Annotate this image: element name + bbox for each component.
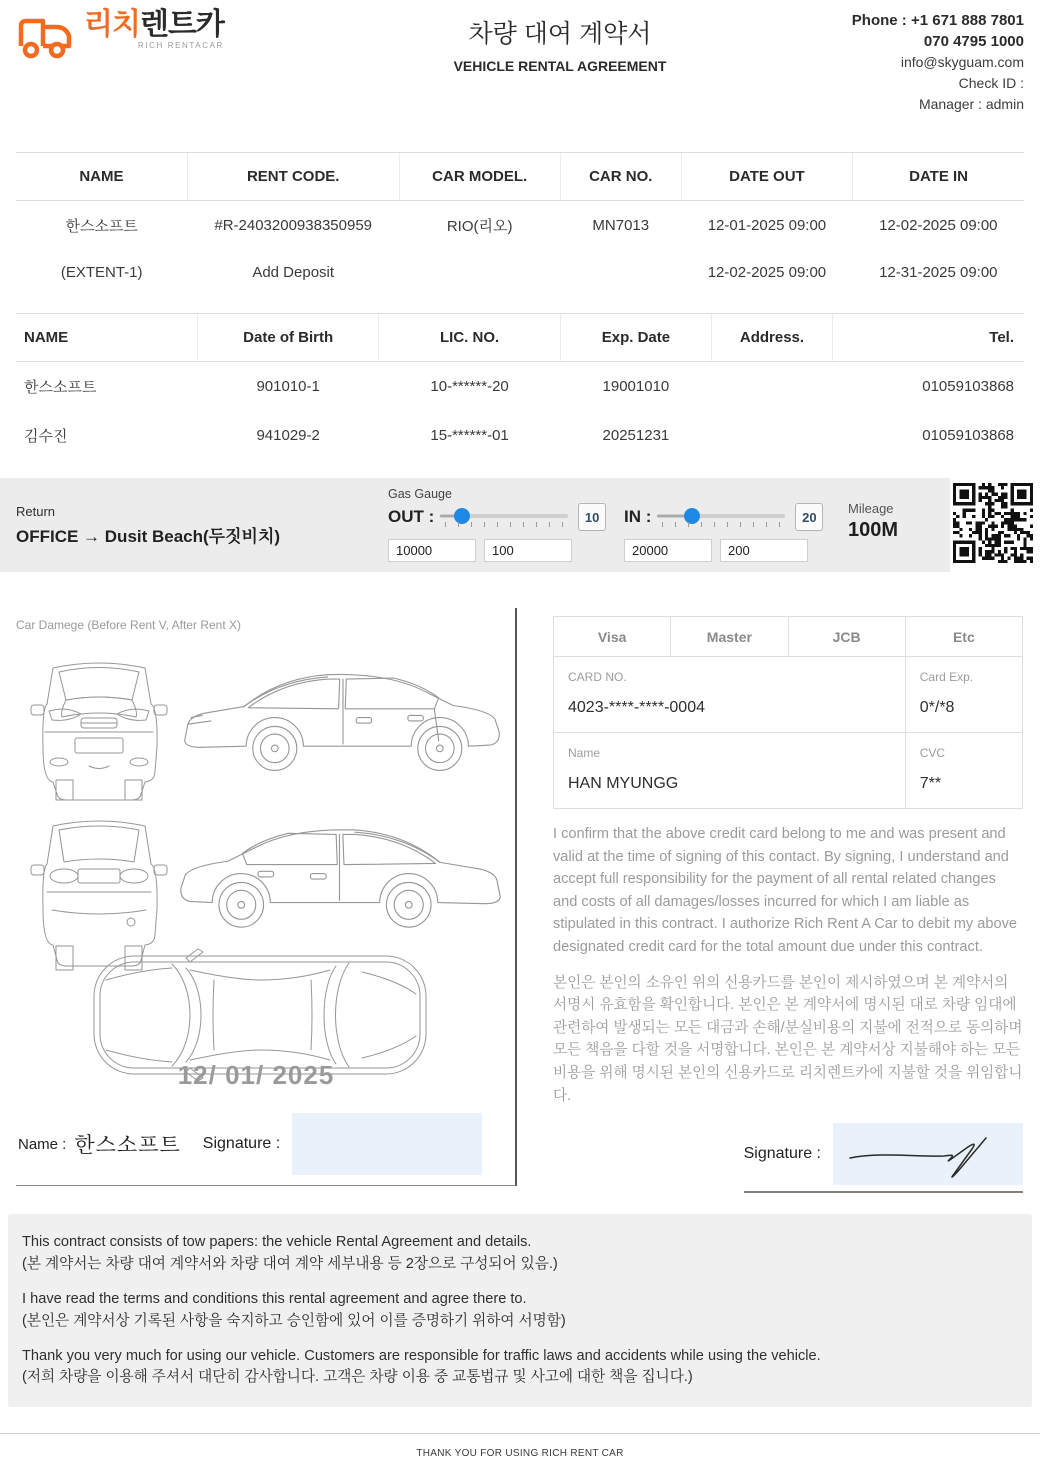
gas-out-group: [388, 504, 606, 562]
rental-date: 12/ 01/ 2025: [177, 1060, 335, 1090]
column-header: DATE OUT: [681, 153, 852, 201]
column-header: Etc: [905, 617, 1022, 657]
brand-ko-orange: 리치: [84, 8, 140, 41]
note-line: (본인은 계약서상 기록된 사항을 숙지하고 승인함에 있어 이를 증명하기 위하여 서명함): [22, 1312, 566, 1329]
check-id: Check ID :: [958, 75, 1024, 91]
card-exp-label: Card Exp.: [919, 670, 974, 684]
in-fuel-input[interactable]: [720, 539, 808, 562]
signature-label: Signature :: [743, 1145, 821, 1163]
gas-out-value: 10: [578, 503, 606, 531]
phone-primary: Phone : +1 671 888 7801: [851, 12, 1024, 29]
rich-rentacar-logo: [16, 10, 346, 122]
card-no-label: CARD NO.: [568, 670, 627, 684]
qr-code: [953, 483, 1033, 563]
car-front-view-diagram[interactable]: [28, 654, 170, 806]
brand-ko-dark: 렌트카: [139, 8, 224, 41]
contract-notes-box: [8, 1214, 1032, 1407]
column-header: Exp. Date: [560, 314, 711, 362]
card-signature-box[interactable]: [833, 1123, 1023, 1185]
header: [0, 0, 1040, 122]
signature-label: Signature :: [202, 1135, 281, 1152]
column-header: CAR MODEL.: [399, 153, 560, 201]
page-title-english: VEHICLE RENTAL AGREEMENT: [453, 58, 667, 74]
driver-info-table: [16, 313, 1024, 460]
card-name-value: HAN MYUNGG: [568, 775, 679, 792]
column-header: JCB: [788, 617, 905, 657]
confirmation-text-korean: 본인은 본인의 소유인 위의 신용카드를 본인이 제시하였으며 본 계약서의 서명시 유효함을 확인합니다. 본인은 본 계약서에 명시된 대로 차량 임대에 관련하여 발생되는 모든 대금과 손해/분실비용의 지불에 전적으로 동의하며 모든 책음을 다할 것을 서명합니다. 본인은 본 계약서상 지불해야 하는 모든 비용을 위해 명시된 본인의 신용카드로 리치렌트카에 지불할 것을 위임합니다.: [553, 974, 1023, 1104]
confirmation-text-english: I confirm that the above credit card belong to me and was present and valid at the time of signing of this contact. By signing, I understand and accept full responsibility for the payment of all rental related changes and costs of all damages/losses incurred for which I am liable as stipulated in this contract. I authorize Rich Rent A Car to debit my above designated credit card for the total amount due under this contract.: [553, 826, 1017, 956]
column-header: Address.: [712, 314, 833, 362]
footer-thanks: THANK YOU FOR USING RICH RENT CAR: [416, 1448, 624, 1459]
car-damage-section: [16, 608, 517, 1186]
table-row: (EXTENT-1) Add Deposit 12-02-2025 09:00 12-31-2025 09:00: [60, 264, 998, 281]
note-line: (저희 차량을 이용해 주셔서 대단히 감사합니다. 고객은 차량 이용 중 교통법규 및 사고에 대한 책을 집니다.): [22, 1369, 693, 1386]
note-line: I have read the terms and conditions this rental agreement and agree there to.: [22, 1290, 527, 1307]
gas-in-group: [624, 504, 842, 562]
card-brand-row: [554, 617, 1023, 657]
gas-in-slider[interactable]: [657, 507, 785, 527]
credit-card-table: [553, 616, 1023, 809]
renter-name: 한스소프트: [74, 1134, 181, 1157]
brand-en: RICH RENTACAR: [137, 41, 224, 50]
signature-stroke: [838, 1126, 1018, 1182]
note-line: (본 계약서는 차량 대여 계약서와 차량 대여 계약 세부내용 등 2장으로 구성되어 있음.): [22, 1255, 558, 1272]
card-exp-value: 0*/*8: [919, 699, 955, 716]
manager: Manager : admin: [918, 96, 1024, 112]
gas-gauge-label: Gas Gauge: [388, 487, 452, 501]
in-odometer-input[interactable]: [624, 539, 712, 562]
name-label: Name :: [18, 1135, 67, 1153]
car-side-view-right-diagram[interactable]: [172, 808, 507, 948]
table-row: 한스소프트 #R-2403200938350959 RIO(리오) MN7013 12-01-2025 09:00 12-02-2025 09:00: [65, 217, 998, 235]
column-header: RENT CODE.: [187, 153, 399, 201]
gas-in-value: 20: [795, 503, 823, 531]
column-header: Master: [671, 617, 788, 657]
cvc-label: CVC: [919, 746, 946, 760]
page-title-korean: 차량 대여 계약서: [468, 20, 652, 48]
car-damage-title: Car Damege (Before Rent V, After Rent X): [16, 618, 241, 632]
car-side-view-left-diagram[interactable]: [178, 652, 508, 792]
return-route: OFFICE → Dusit Beach(두짓비치): [16, 527, 281, 546]
out-odometer-input[interactable]: [388, 539, 476, 562]
cvc-value: 7**: [919, 775, 942, 792]
column-header: NAME: [16, 314, 197, 362]
column-header: DATE IN: [853, 153, 1024, 201]
column-header: LIC. NO.: [379, 314, 560, 362]
contact-info: [774, 10, 1024, 122]
out-fuel-input[interactable]: [484, 539, 572, 562]
card-name-label: Name: [568, 746, 601, 760]
rental-info-table: [16, 152, 1024, 295]
gas-in-label: IN :: [624, 507, 652, 526]
truck-logo-icon: [16, 14, 78, 62]
phone-secondary: 070 4795 1000: [923, 33, 1024, 50]
credit-card-section: [517, 608, 1024, 1186]
column-header: NAME: [16, 153, 187, 201]
note-line: Thank you very much for using our vehicle. Customers are responsible for traffic laws and accidents while using the vehicle.: [22, 1347, 821, 1364]
card-no-value: 4023-****-****-0004: [568, 699, 705, 716]
gas-out-slider[interactable]: [440, 507, 568, 527]
gas-out-label: OUT :: [388, 507, 435, 526]
return-gas-bar: [0, 478, 950, 572]
return-label: Return: [16, 504, 56, 519]
renter-signature-box[interactable]: [292, 1113, 482, 1175]
column-header: Date of Birth: [197, 314, 378, 362]
mileage-label: Mileage: [848, 501, 894, 516]
table-row: 한스소프트 901010-1 10-******-20 19001010 01059103868: [24, 378, 1014, 396]
note-line: This contract consists of tow papers: the vehicle Rental Agreement and details.: [22, 1234, 532, 1250]
column-header: Visa: [554, 617, 671, 657]
column-header: CAR NO.: [560, 153, 681, 201]
table-row: 김수진 941029-2 15-******-01 20251231 01059103868: [24, 427, 1014, 445]
email: info@skyguam.com: [900, 54, 1024, 70]
column-header: Tel.: [832, 314, 1024, 362]
mileage-value: 100M: [848, 519, 899, 541]
